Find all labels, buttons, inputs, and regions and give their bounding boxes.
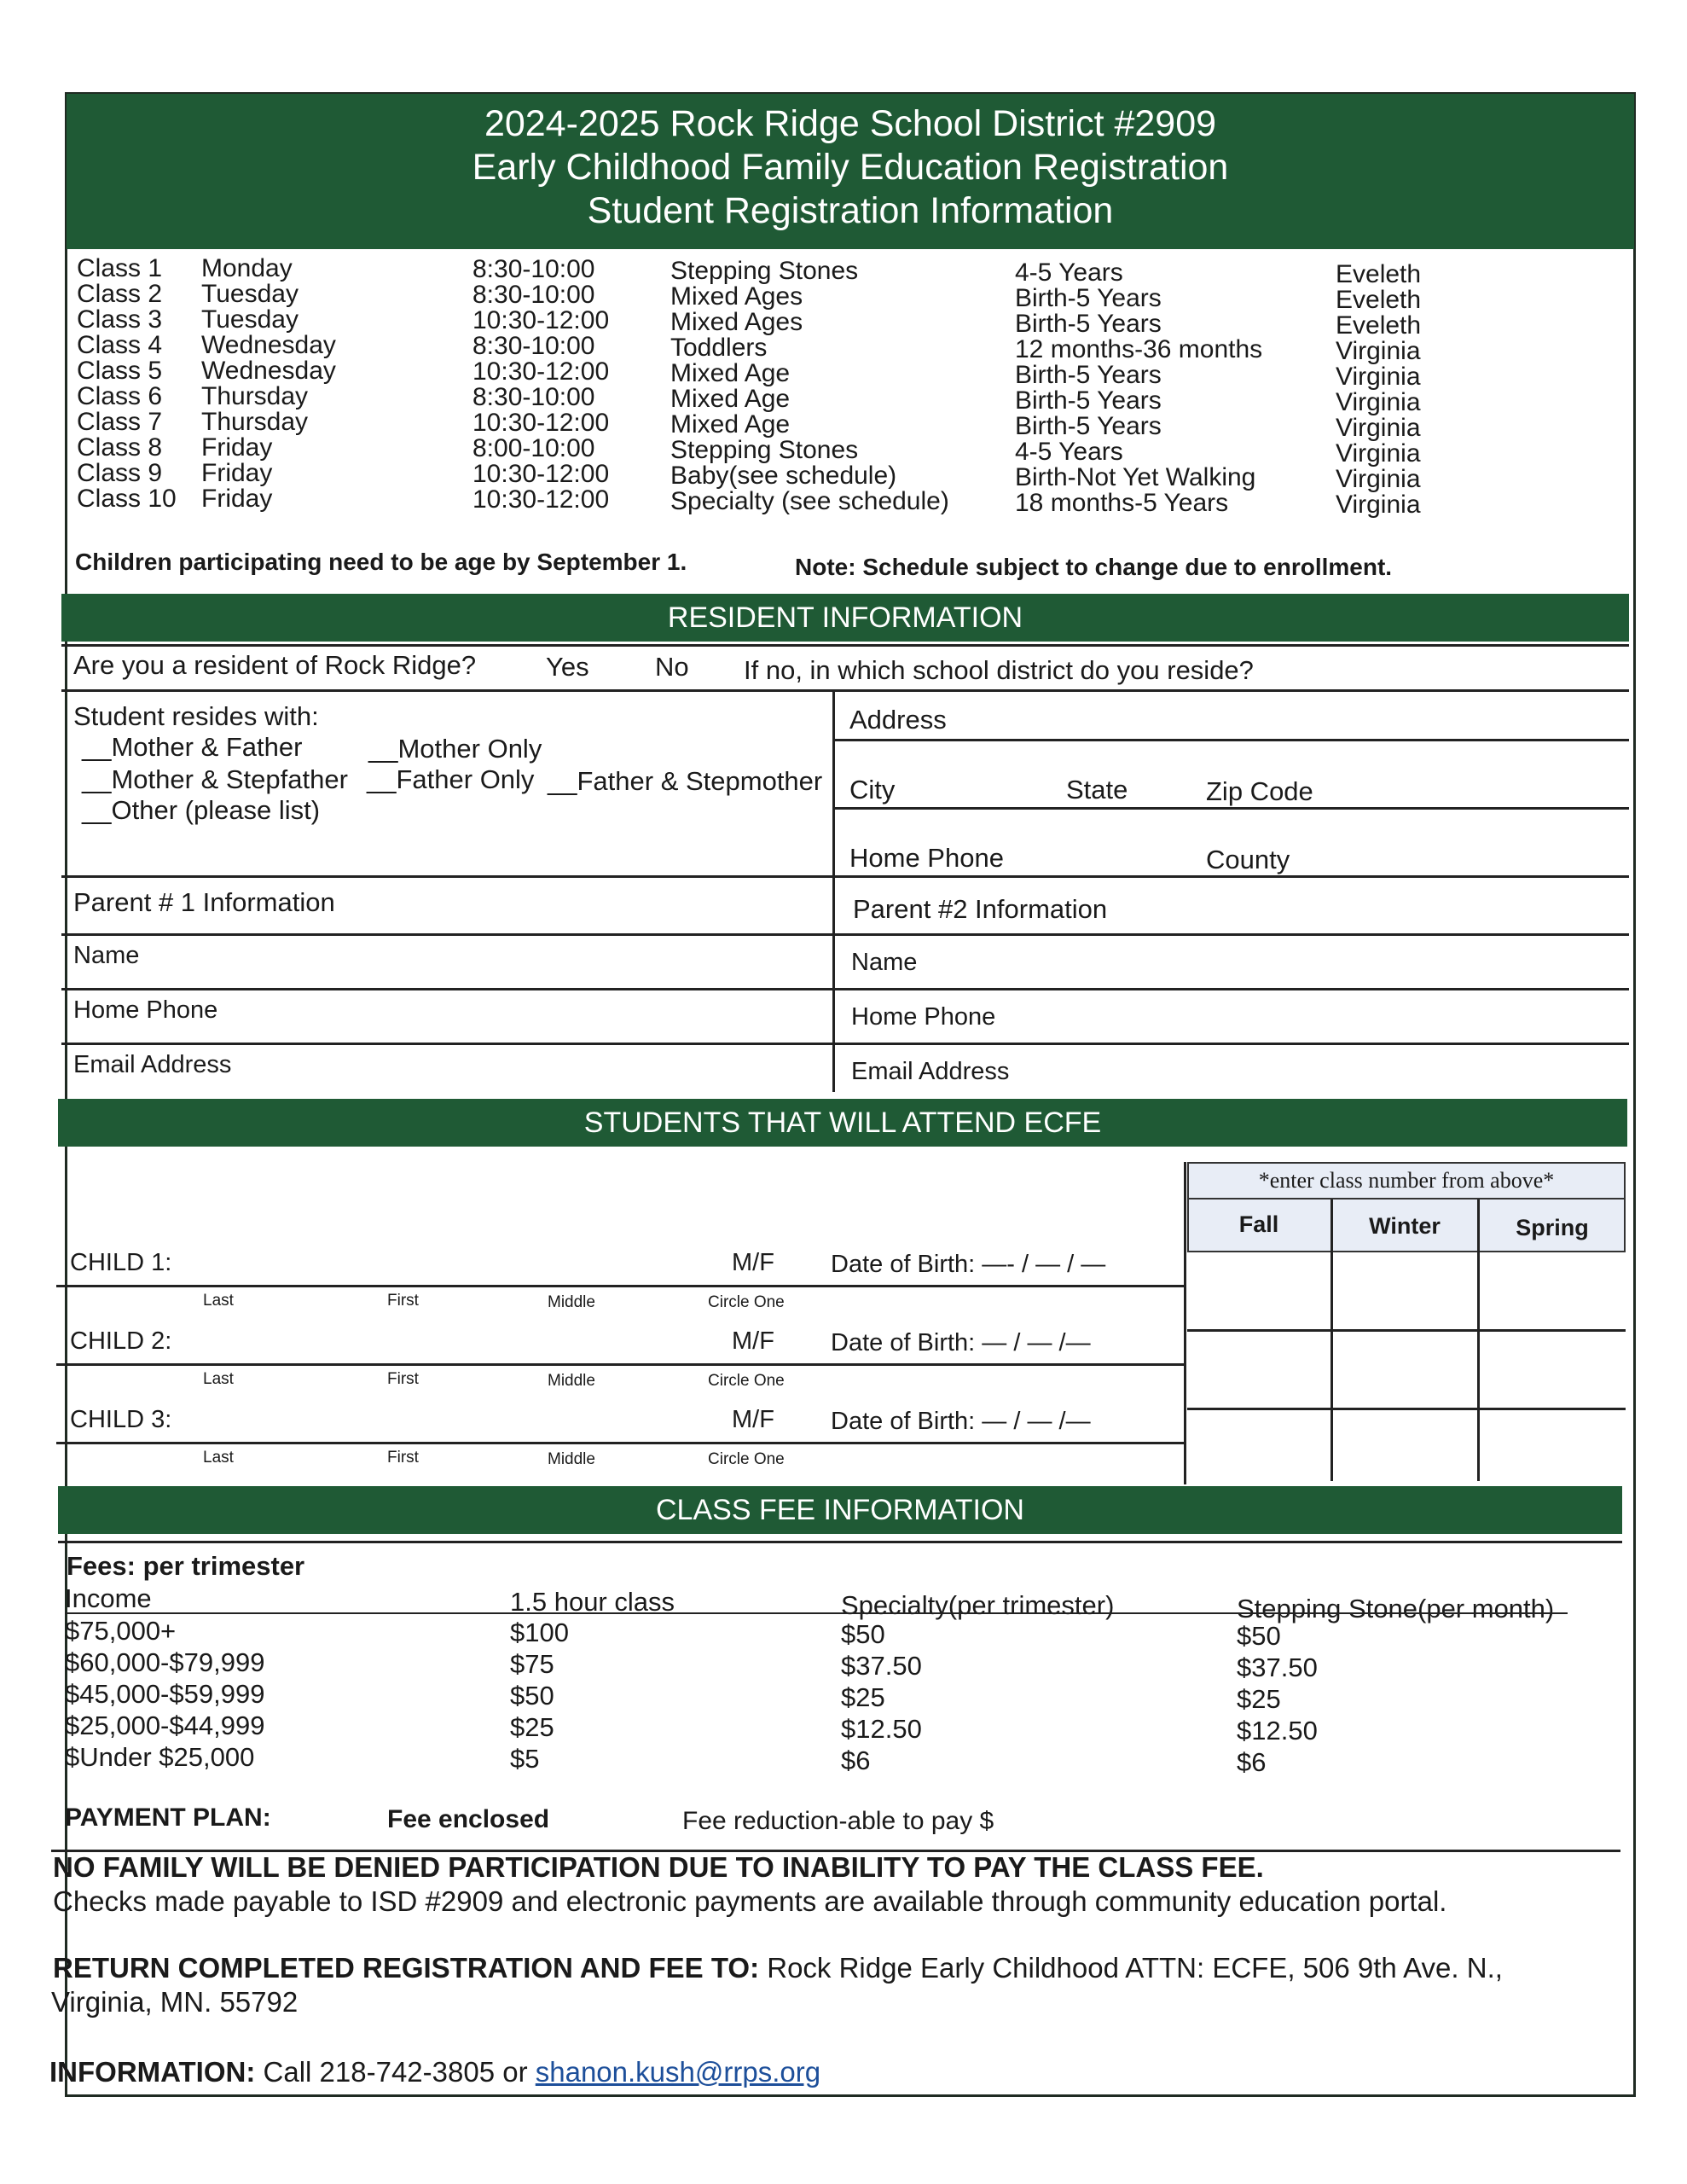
home-phone-field[interactable]: Home Phone	[849, 843, 1004, 873]
header-line-3: Student Registration Information	[587, 190, 1114, 231]
class-8-ages: 4-5 Years	[1015, 438, 1123, 466]
fee-income-5: $Under $25,000	[65, 1742, 255, 1772]
class-7-ages: Birth-5 Years	[1015, 412, 1162, 440]
state-field[interactable]: State	[1066, 775, 1128, 804]
schedule-note: Note: Schedule subject to change due to enrollment.	[795, 554, 1393, 580]
fee-spec-5: $6	[841, 1745, 871, 1775]
class-9-name: Baby(see schedule)	[670, 462, 897, 490]
class-9-ages: Birth-Not Yet Walking	[1015, 463, 1256, 491]
class-4-day: Wednesday	[201, 331, 336, 359]
class-7-time: 10:30-12:00	[472, 409, 610, 437]
class-10-day: Friday	[201, 485, 273, 513]
class-10-ages: 18 months-5 Years	[1015, 489, 1229, 517]
information-line	[49, 2056, 820, 2088]
parent1-title: Parent # 1 Information	[73, 887, 335, 917]
parent2-title: Parent #2 Information	[853, 894, 1108, 924]
fee-spec-3: $25	[841, 1682, 885, 1712]
class-3-loc: Eveleth	[1336, 311, 1422, 340]
fee-step-5: $6	[1237, 1747, 1267, 1777]
class-2-cls: Class 2	[77, 280, 163, 308]
return-label: RETURN COMPLETED REGISTRATION AND FEE TO:	[53, 1952, 760, 1984]
class-6-ages: Birth-5 Years	[1015, 386, 1162, 415]
class-8-name: Stepping Stones	[670, 436, 859, 464]
class-2-ages: Birth-5 Years	[1015, 284, 1162, 312]
fee-income-1: $75,000+	[65, 1616, 177, 1646]
checks-note: Checks made payable to ISD #2909 and electronic payments are available through community education portal.	[53, 1885, 1447, 1917]
class-7-name: Mixed Age	[670, 410, 791, 439]
class-5-name: Mixed Age	[670, 359, 791, 387]
fees-heading: Fees: per trimester	[67, 1551, 305, 1581]
class-7-loc: Virginia	[1336, 414, 1421, 442]
class-1-time: 8:30-10:00	[472, 255, 595, 283]
fee-c15-1: $100	[510, 1618, 569, 1647]
fee-enclosed-option[interactable]: Fee enclosed	[387, 1805, 550, 1833]
child-1-middle-label: Middle	[548, 1293, 595, 1311]
class-2-name: Mixed Ages	[670, 282, 803, 311]
fee-c15-2: $75	[510, 1649, 554, 1679]
class-4-ages: 12 months-36 months	[1015, 335, 1263, 363]
child-2-circle-label: Circle One	[708, 1372, 785, 1390]
class-8-cls: Class 8	[77, 433, 163, 462]
resides-with-label: Student resides with:	[73, 701, 319, 731]
parent1-email-field[interactable]: Email Address	[73, 1051, 232, 1078]
class-9-time: 10:30-12:00	[472, 460, 610, 488]
option-other[interactable]: __Other (please list)	[82, 795, 321, 825]
child-3-label: CHILD 3:	[70, 1406, 172, 1433]
class-5-cls: Class 5	[77, 357, 163, 385]
class-10-time: 10:30-12:00	[472, 485, 610, 514]
child-1-label: CHILD 1:	[70, 1249, 172, 1276]
class-1-ages: 4-5 Years	[1015, 258, 1123, 287]
info-label: INFORMATION:	[49, 2056, 256, 2088]
payment-plan-label: PAYMENT PLAN:	[65, 1804, 271, 1832]
fee-income-3: $45,000-$59,999	[65, 1679, 265, 1709]
fee-c15-4: $25	[510, 1712, 554, 1742]
class-10-loc: Virginia	[1336, 491, 1421, 519]
class-9-loc: Virginia	[1336, 465, 1421, 493]
class-6-loc: Virginia	[1336, 388, 1421, 416]
fee-step-1: $50	[1237, 1621, 1281, 1651]
enter-class-note: *enter class number from above*	[1187, 1162, 1626, 1199]
class-5-time: 10:30-12:00	[472, 357, 610, 386]
resident-district-question: If no, in which school district do you reside?	[744, 655, 1254, 685]
return-line	[53, 1952, 1503, 1984]
option-mother-only[interactable]: __Mother Only	[368, 734, 542, 764]
zip-field[interactable]: Zip Code	[1206, 776, 1313, 806]
fee-c15-3: $50	[510, 1681, 554, 1711]
fee-spec-4: $12.50	[841, 1714, 922, 1744]
class-3-cls: Class 3	[77, 305, 163, 334]
class-9-cls: Class 9	[77, 459, 163, 487]
child-2-last-label: Last	[203, 1370, 234, 1388]
county-field[interactable]: County	[1206, 845, 1290, 874]
info-phone: Call 218-742-3805 or	[255, 2056, 536, 2088]
col-income: Income	[65, 1583, 152, 1613]
parent2-phone-field[interactable]: Home Phone	[851, 1003, 996, 1031]
class-10-cls: Class 10	[77, 485, 177, 513]
resident-yes[interactable]: Yes	[546, 652, 589, 682]
class-1-name: Stepping Stones	[670, 257, 859, 285]
parent2-name-field[interactable]: Name	[851, 949, 918, 976]
class-8-loc: Virginia	[1336, 439, 1421, 468]
resident-question: Are you a resident of Rock Ridge?	[73, 650, 477, 680]
class-2-day: Tuesday	[201, 280, 299, 308]
season-winter: Winter	[1369, 1213, 1441, 1239]
city-field[interactable]: City	[849, 775, 896, 804]
season-spring: Spring	[1516, 1215, 1589, 1240]
class-7-cls: Class 7	[77, 408, 163, 436]
class-9-day: Friday	[201, 459, 273, 487]
class-6-day: Thursday	[201, 382, 309, 410]
child-3-sex[interactable]: M/F	[732, 1406, 774, 1433]
parent1-phone-field[interactable]: Home Phone	[73, 996, 218, 1024]
no-family-denied: NO FAMILY WILL BE DENIED PARTICIPATION DUE TO INABILITY TO PAY THE CLASS FEE.	[53, 1851, 1264, 1883]
fee-step-3: $25	[1237, 1684, 1281, 1714]
form-header	[67, 94, 1634, 249]
class-1-cls: Class 1	[77, 254, 163, 282]
contact-email-link[interactable]: shanon.kush@rrps.org	[535, 2056, 821, 2088]
fee-income-2: $60,000-$79,999	[65, 1647, 265, 1677]
class-2-loc: Eveleth	[1336, 286, 1422, 314]
class-8-day: Friday	[201, 433, 273, 462]
child-2-dob[interactable]: Date of Birth: — / — /—	[831, 1329, 1091, 1356]
child-2-middle-label: Middle	[548, 1372, 595, 1390]
header-line-2: Early Childhood Family Education Registration	[472, 147, 1229, 188]
child-3-dob[interactable]: Date of Birth: — / — /—	[831, 1408, 1091, 1435]
class-3-time: 10:30-12:00	[472, 306, 610, 334]
child-3-last-label: Last	[203, 1449, 234, 1467]
class-2-time: 8:30-10:00	[472, 281, 595, 309]
class-6-cls: Class 6	[77, 382, 163, 410]
class-10-name: Specialty (see schedule)	[670, 487, 949, 515]
child-3-first-label: First	[387, 1449, 419, 1467]
child-3-middle-label: Middle	[548, 1450, 595, 1468]
class-3-day: Tuesday	[201, 305, 299, 334]
fee-income-4: $25,000-$44,999	[65, 1711, 265, 1740]
address-field[interactable]: Address	[849, 705, 947, 735]
class-5-ages: Birth-5 Years	[1015, 361, 1162, 389]
class-6-name: Mixed Age	[670, 385, 791, 413]
child-2-label: CHILD 2:	[70, 1327, 172, 1355]
option-father-only[interactable]: __Father Only	[367, 764, 535, 794]
class-4-time: 8:30-10:00	[472, 332, 595, 360]
resident-bar: RESIDENT INFORMATION	[61, 594, 1629, 642]
students-bar: STUDENTS THAT WILL ATTEND ECFE	[58, 1099, 1627, 1147]
parent2-email-field[interactable]: Email Address	[851, 1058, 1010, 1085]
class-8-time: 8:00-10:00	[472, 434, 595, 462]
fee-reduction-option[interactable]: Fee reduction-able to pay $	[682, 1807, 994, 1835]
resident-no[interactable]: No	[655, 652, 689, 682]
col-specialty: Specialty(per trimester)	[841, 1590, 1115, 1620]
child-2-first-label: First	[387, 1370, 419, 1388]
child-1-last-label: Last	[203, 1292, 234, 1310]
return-address: Rock Ridge Early Childhood ATTN: ECFE, 506 9th Ave. N.,	[759, 1952, 1503, 1984]
fee-step-2: $37.50	[1237, 1653, 1318, 1682]
child-3-circle-label: Circle One	[708, 1450, 785, 1468]
col-15-hour: 1.5 hour class	[510, 1587, 675, 1617]
option-mother-stepfather[interactable]: __Mother & Stepfather	[82, 764, 348, 794]
return-address-city: Virginia, MN. 55792	[51, 1986, 299, 2018]
age-note: Children participating need to be age by September 1.	[75, 549, 687, 575]
class-7-day: Thursday	[201, 408, 309, 436]
option-mother-father[interactable]: __Mother & Father	[82, 732, 303, 762]
class-3-ages: Birth-5 Years	[1015, 310, 1162, 338]
season-fall: Fall	[1238, 1211, 1279, 1237]
parent1-name-field[interactable]: Name	[73, 942, 140, 969]
child-1-circle-label: Circle One	[708, 1293, 785, 1311]
fees-bar: CLASS FEE INFORMATION	[58, 1486, 1622, 1534]
class-4-name: Toddlers	[670, 334, 768, 362]
class-5-loc: Virginia	[1336, 363, 1421, 391]
fee-step-4: $12.50	[1237, 1716, 1318, 1745]
class-3-name: Mixed Ages	[670, 308, 803, 336]
fee-spec-1: $50	[841, 1619, 885, 1649]
col-stepping-stone: Stepping Stone(per month)	[1237, 1594, 1555, 1623]
fee-spec-2: $37.50	[841, 1651, 922, 1681]
option-father-stepmother[interactable]: __Father & Stepmother	[548, 766, 823, 796]
child-1-sex[interactable]: M/F	[732, 1249, 774, 1276]
child-2-sex[interactable]: M/F	[732, 1327, 774, 1355]
class-1-loc: Eveleth	[1336, 260, 1422, 288]
header-line-1: 2024-2025 Rock Ridge School District #2909	[484, 103, 1217, 144]
class-6-time: 8:30-10:00	[472, 383, 595, 411]
child-1-dob[interactable]: Date of Birth: —- / — / —	[831, 1251, 1106, 1278]
class-4-loc: Virginia	[1336, 337, 1421, 365]
class-1-day: Monday	[201, 254, 293, 282]
class-4-cls: Class 4	[77, 331, 163, 359]
child-1-first-label: First	[387, 1292, 419, 1310]
fee-c15-5: $5	[510, 1744, 540, 1774]
class-5-day: Wednesday	[201, 357, 336, 385]
